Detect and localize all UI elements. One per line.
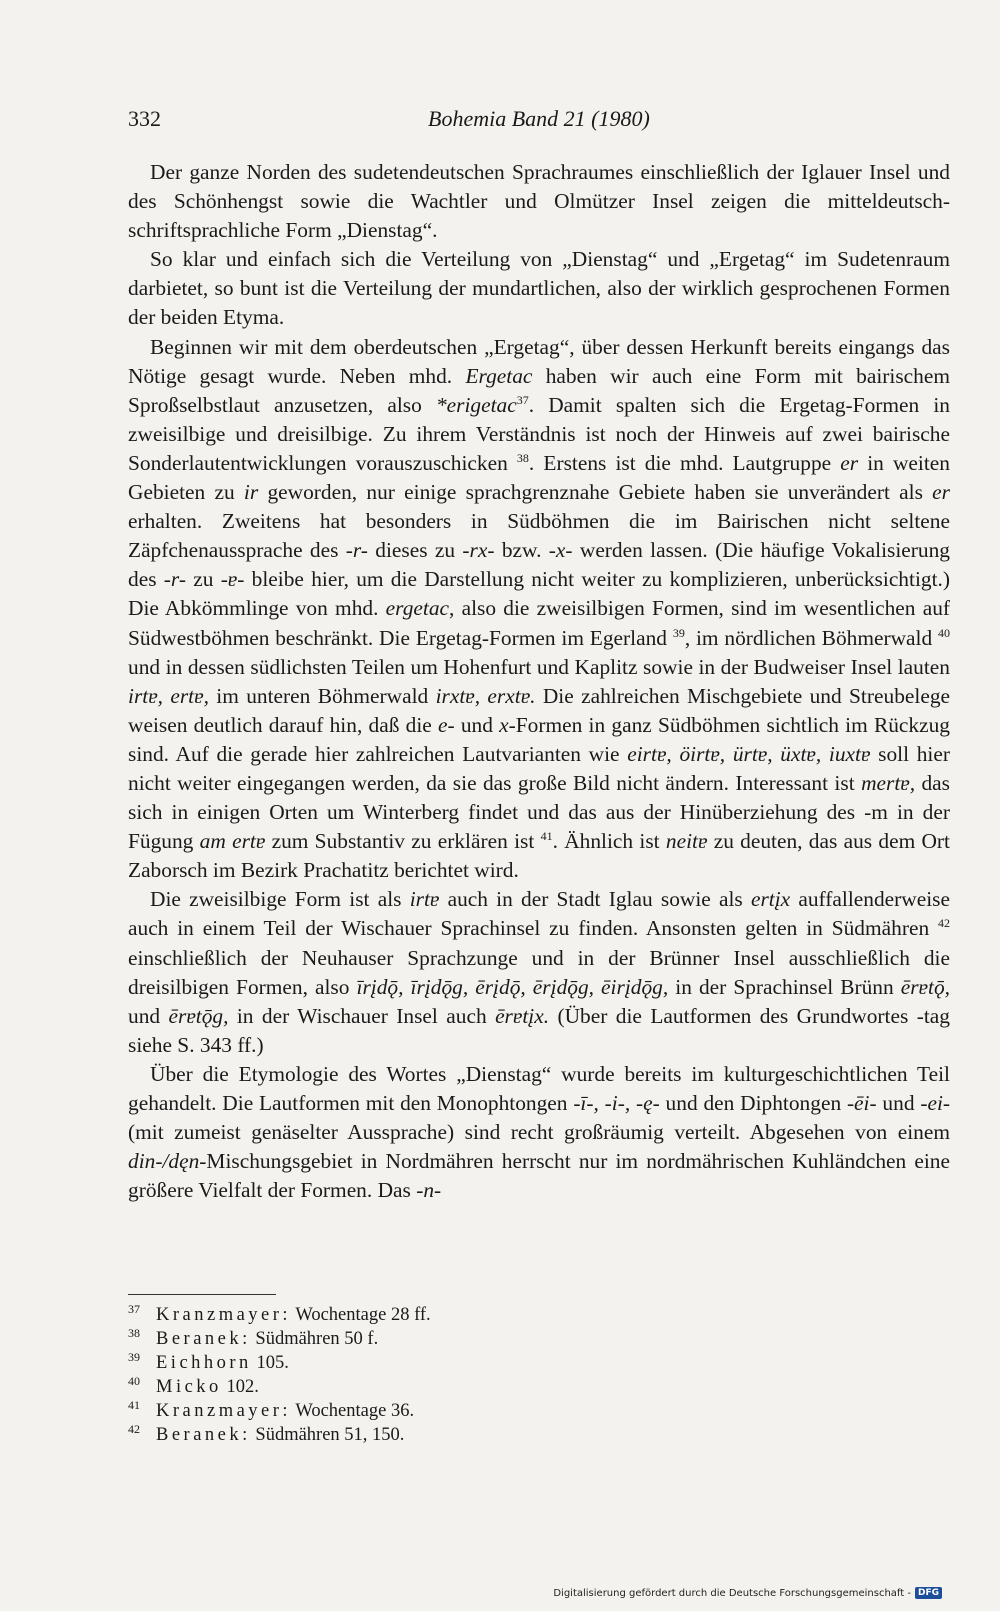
paragraph-4: Die zweisilbige Form ist als irtɐ auch in der Stadt Iglau sowie als ertįx auffallenderweise auch in einem Teil der Wischauer Sprachinsel zu finden. Ansonsten gelten in Südmähren $^{42}$ einschließlich der Neuhauser Sprachzunge und in der Brünner Insel ausschließlich die dreisilbigen Formen, also īrįdǭ, īrįdǭg, ērįdǭ, ērįdǭg, ēirįdǭg, in der Sprachinsel Brünn ērɐtǭ, und ērɐtǭg, in der Wischauer Insel auch ērɐtįx. (Über die Lautformen des Grundwortes -tag siehe S. 343 ff.) — [128, 887, 951, 1057]
footnote: 38 Beranek: Südmähren 50 f. — [128, 1325, 379, 1349]
running-head: Bohemia Band 21 (1980) — [428, 106, 650, 131]
footnote: 40 Micko 102. — [128, 1373, 259, 1397]
footnote-ref: 39 — [672, 625, 685, 640]
footnote-rule — [128, 1294, 276, 1295]
page-header — [128, 106, 948, 136]
footer-text: Digitalisierung gefördert durch die Deutsche Forschungsgemeinschaft - — [553, 1587, 911, 1599]
paragraph-5: Über die Etymologie des Wortes „Dienstag“ wurde bereits im kulturgeschichtlichen Teil gehandelt. Die Lautformen mit den Monophtongen -ī-, -i-, -ę- und den Diphtongen -ēi- und -ei- (mit zumeist genäselter Aussprache) sind recht großräumig verteilt. Abgesehen von einem din-/dęn-Mischungsgebiet in Nordmähren herrscht nur im nordmährischen Kuhländchen eine größere Vielfalt der Formen. Das -n- — [128, 1061, 951, 1203]
footnote-ref: 37 — [516, 392, 529, 407]
footnote-ref: 41 — [540, 829, 553, 844]
footnote: 41 Kranzmayer: Wochentage 36. — [128, 1397, 415, 1421]
footnote-ref: 40 — [938, 625, 950, 640]
footnotes — [128, 1303, 728, 1447]
footnote: 39 Eichhorn 105. — [128, 1349, 289, 1373]
body-text — [128, 158, 950, 1205]
page-number: 332 — [128, 106, 161, 131]
footnote-ref: 38 — [516, 450, 529, 465]
footnote: 37 Kranzmayer: Wochentage 28 ff. — [128, 1301, 431, 1325]
paragraph-1: Der ganze Norden des sudetendeutschen Sprachraumes einschließlich der Iglauer Insel und des Schönhengst sowie die Wachtler und Olmützer Insel zeigen die mitteldeutsch-schriftsprachliche Form „Dienstag“. — [128, 160, 950, 243]
dfg-logo: DFG — [915, 1587, 942, 1599]
footnote-ref: 42 — [938, 916, 950, 931]
digitization-footer — [553, 1587, 942, 1599]
paragraph-2: So klar und einfach sich die Verteilung von „Dienstag“ und „Ergetag“ im Sudetenraum darbietet, so bunt ist die Verteilung der mundartlichen, also der wirklich gesprochenen Formen der beiden Etyma. — [128, 247, 950, 330]
paragraph-3: Beginnen wir mit dem oberdeutschen „Ergetag“, über dessen Herkunft bereits eingangs das Nötige gesagt wurde. Neben mhd. Ergetac haben wir auch eine Form mit bairischem Sproßselbstlaut anzusetzen, also *erigetac$^{37}$. Damit spalten sich die Ergetag-Formen in zweisilbige und dreisilbige. Zu ihrem Verständnis ist noch der Hinweis auf zwei bairische Sonderlautentwicklungen vorauszuschicken $^{38}$. Erstens ist die mhd. Lautgruppe er in weiten Gebieten zu ir geworden, nur einige sprachgrenznahe Gebiete haben sie unverändert als er erhalten. Zweitens hat besonders in Südböhmen die im Bairischen nicht seltene Zäpfchenaussprache des -r- dieses zu -rx- bzw. -x- werden lassen. (Die häufige Vokalisierung des -r- zu -ɐ- bleibe hier, um die Darstellung nicht weiter zu komplizieren, unberücksichtigt.) Die Abkömmlinge von mhd. ergetac, also die zweisilbigen Formen, sind im wesentlichen auf Südwestböhmen beschränkt. Die Ergetag-Formen im Egerland $^{39}$, im nördlichen Böhmerwald $^{40}$ und in dessen südlichsten Teilen um Hohenfurt und Kaplitz sowie in der Budweiser Insel lauten irtɐ, ertɐ, im unteren Böhmerwald irxtɐ, erxtɐ. Die zahlreichen Mischgebiete und Streubelege weisen deutlich darauf hin, daß die e- und x-Formen in ganz Südböhmen sichtlich im Rückzug sind. Auf die gerade hier zahlreichen Lautvarianten wie eirtɐ, öirtɐ, ürtɐ, üxtɐ, iuxtɐ soll hier nicht weiter eingegangen werden, da sie das große Bild nicht ändern. Interessant ist mertɐ, das sich in einigen Orten um Winterberg findet und das aus der Hinüberziehung des -m in der Fügung am ertɐ zum Substantiv zu erklären ist $^{41}$. Ähnlich ist neitɐ zu deuten, das aus dem Ort Zaborsch im Bezirk Prachatitz berichtet wird. — [128, 334, 951, 883]
footnote: 42 Beranek: Südmähren 51, 150. — [128, 1421, 405, 1445]
